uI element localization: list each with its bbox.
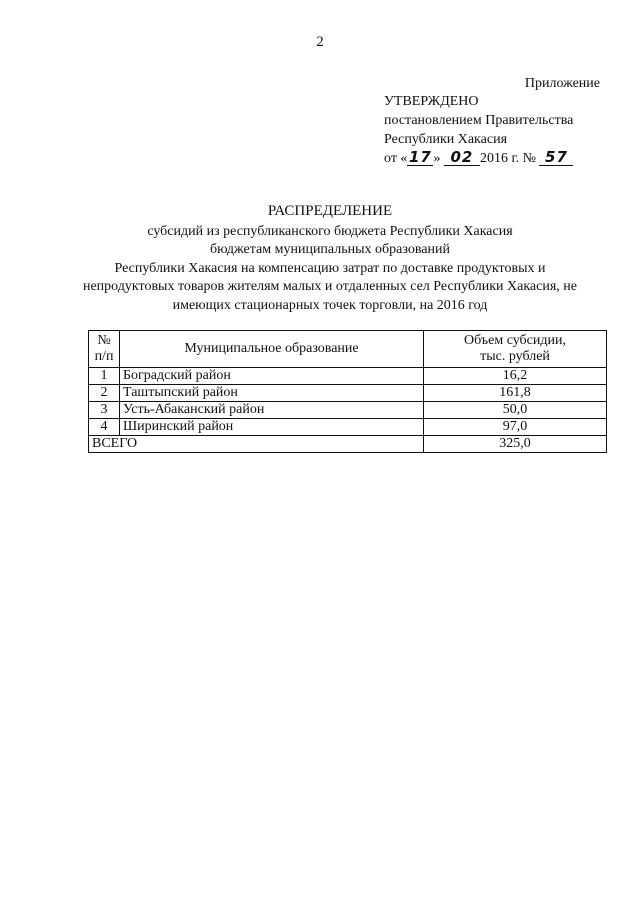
header-name: Муниципальное образование: [120, 331, 424, 368]
row-name: Усть-Абаканский район: [120, 402, 424, 419]
header-amount-line2: тыс. рублей: [480, 349, 550, 364]
row-name: Ширинский район: [120, 419, 424, 436]
row-name: Боградский район: [120, 368, 424, 385]
table-header-row: [89, 331, 607, 368]
approval-stamp: [384, 92, 614, 168]
date-separator: »: [433, 151, 441, 166]
table-row: [89, 385, 607, 402]
date-prefix: от «: [384, 151, 408, 166]
page-number: 2: [316, 34, 324, 50]
title-line: субсидий из республиканского бюджета Республики Хакасия: [147, 223, 513, 239]
row-name: Таштыпский район: [120, 385, 424, 402]
header-num-line2: п/п: [94, 349, 114, 364]
approval-line-1: постановлением Правительства: [384, 113, 574, 128]
header-num-line1: №: [97, 333, 111, 348]
document-title: [70, 202, 590, 315]
approval-date-line: [384, 149, 614, 168]
handwritten-day: 17: [409, 148, 432, 166]
row-amount: 16,2: [424, 368, 607, 385]
title-line: непродуктовых товаров жителям малых и отдаленных сел Республики Хакасия, не: [82, 279, 578, 294]
total-amount: 325,0: [424, 436, 607, 453]
table-row: [89, 402, 607, 419]
row-num: 2: [89, 385, 120, 402]
title-heading: РАСПРЕДЕЛЕНИЕ: [267, 203, 393, 219]
row-amount: 97,0: [424, 419, 607, 436]
approved-label: УТВЕРЖДЕНО: [384, 94, 479, 109]
subsidies-table: [88, 330, 607, 453]
total-row: [89, 436, 607, 453]
total-label: ВСЕГО: [89, 436, 424, 453]
approval-line-2: Республики Хакасия: [384, 132, 508, 147]
row-amount: 50,0: [424, 402, 607, 419]
row-num: 3: [89, 402, 120, 419]
header-num: [89, 331, 120, 368]
row-num: 4: [89, 419, 120, 436]
header-amount: [424, 331, 607, 368]
handwritten-decree-number: 57: [539, 150, 573, 166]
row-num: 1: [89, 368, 120, 385]
title-line: бюджетам муниципальных образований: [210, 242, 450, 257]
handwritten-month: 02: [444, 150, 480, 166]
appendix-label: Приложение: [524, 76, 600, 91]
table-row: [89, 368, 607, 385]
year-text: 2016 г. №: [479, 151, 536, 166]
row-amount: 161,8: [424, 385, 607, 402]
header-amount-line1: Объем субсидии,: [464, 333, 566, 348]
title-line: имеющих стационарных точек торговли, на 2016 год: [172, 297, 488, 313]
title-line: Республики Хакасия на компенсацию затрат по доставке продуктовых и: [114, 260, 546, 276]
table-row: [89, 419, 607, 436]
